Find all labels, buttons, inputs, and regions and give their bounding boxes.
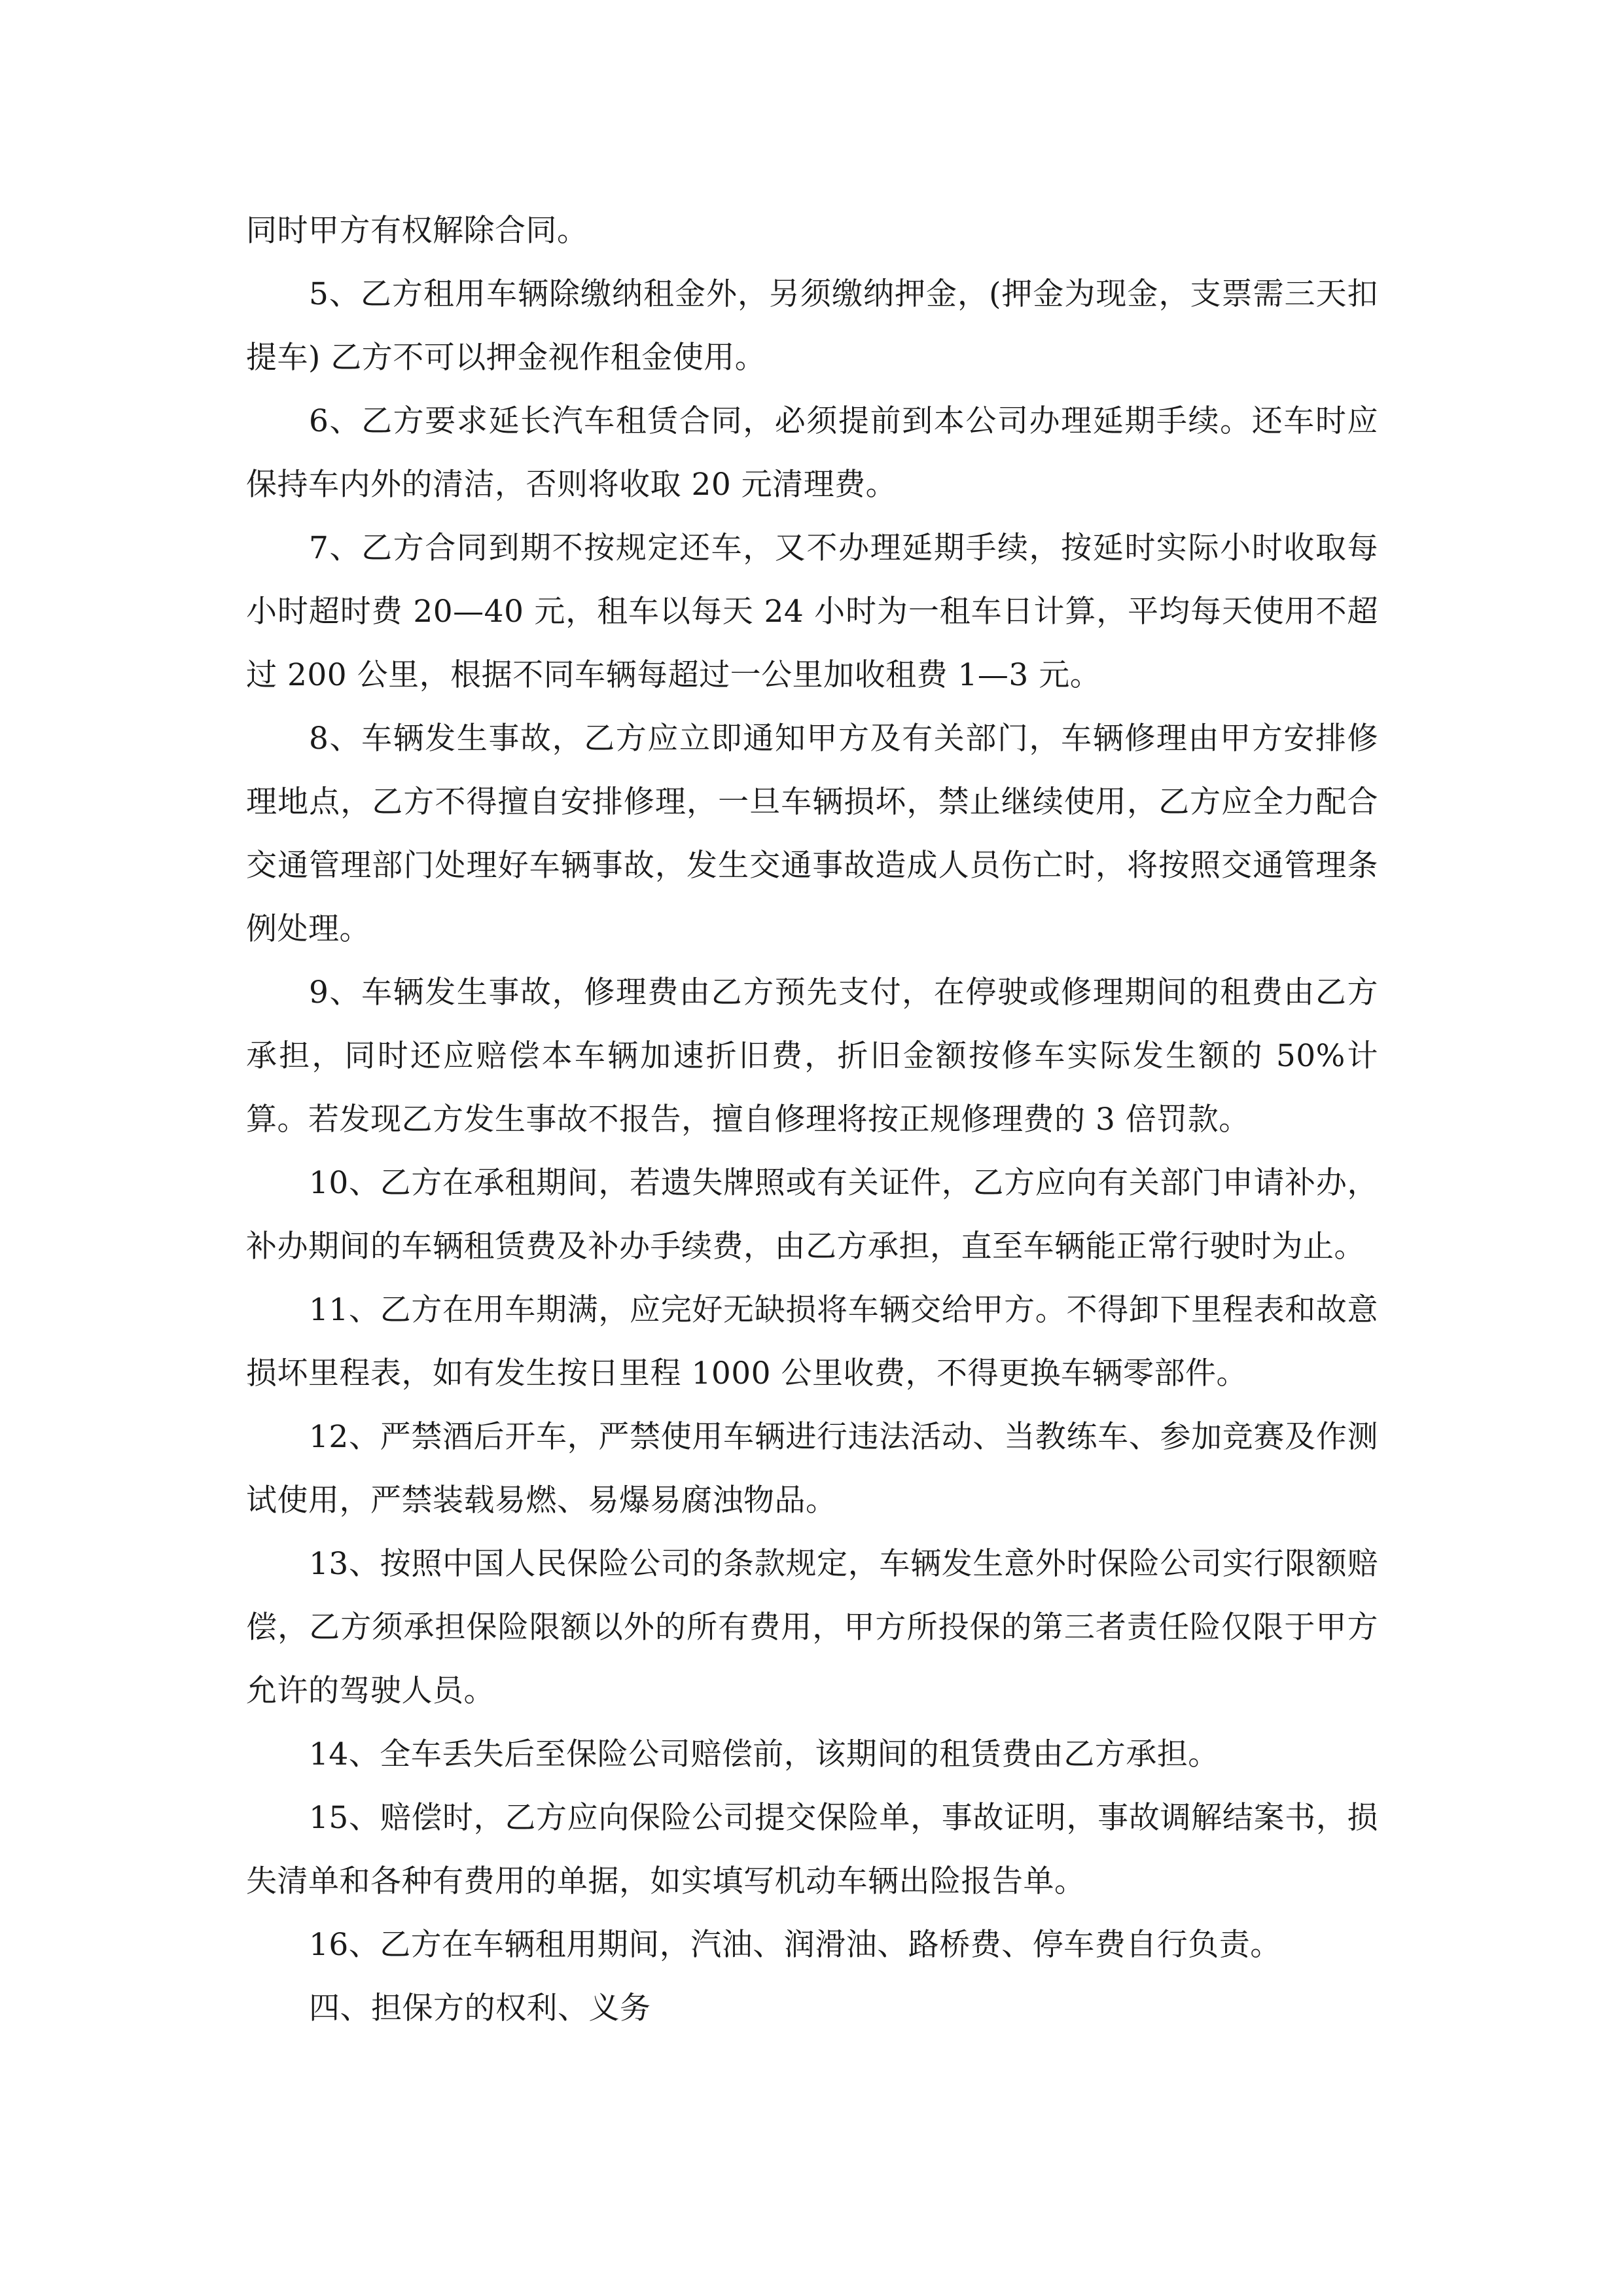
clause-12: 12、严禁酒后开车，严禁使用车辆进行违法活动、当教练车、参加竞赛及作测试使用，严禁装载易燃、易爆易腐浊物品。	[246, 1419, 1378, 1518]
section-heading-guarantor: 四、担保方的权利、义务	[309, 1990, 651, 2026]
clause-13: 13、按照中国人民保险公司的条款规定，车辆发生意外时保险公司实行限额赔偿，乙方须承担保险限额以外的所有费用，甲方所投保的第三者责任险仅限于甲方允许的驾驶人员。	[246, 1546, 1378, 1709]
clause-7: 7、乙方合同到期不按规定还车，又不办理延期手续，按延时实际小时收取每小时超时费 20—40 元，租车以每天 24 小时为一租车日计算，平均每天使用不超过 200 公里，根据不同车辆每超过一公里加收租费 1—3 元。	[246, 530, 1378, 693]
clause-6: 6、乙方要求延长汽车租赁合同，必须提前到本公司办理延期手续。还车时应保持车内外的清洁，否则将收取 20 元清理费。	[246, 403, 1378, 503]
clause-10: 10、乙方在承租期间，若遗失牌照或有关证件，乙方应向有关部门申请补办，补办期间的车辆租赁费及补办手续费，由乙方承担，直至车辆能正常行驶时为止。	[246, 1165, 1378, 1265]
clause-8: 8、车辆发生事故，乙方应立即通知甲方及有关部门，车辆修理由甲方安排修理地点，乙方不得擅自安排修理，一旦车辆损坏，禁止继续使用，乙方应全力配合交通管理部门处理好车辆事故，发生交通事故造成人员伤亡时，将按照交通管理条例处理。	[246, 721, 1378, 947]
document-body	[246, 199, 1378, 2040]
clause-14: 14、全车丢失后至保险公司赔偿前，该期间的租赁费由乙方承担。	[309, 1736, 1219, 1772]
clause-9: 9、车辆发生事故，修理费由乙方预先支付，在停驶或修理期间的租费由乙方承担，同时还应赔偿本车辆加速折旧费，折旧金额按修车实际发生额的 50%计算。若发现乙方发生事故不报告，擅自修理将按正规修理费的 3 倍罚款。	[246, 975, 1378, 1138]
paragraph-continuation: 同时甲方有权解除合同。	[246, 213, 588, 249]
clause-11: 11、乙方在用车期满，应完好无缺损将车辆交给甲方。不得卸下里程表和故意损坏里程表，如有发生按日里程 1000 公里收费，不得更换车辆零部件。	[246, 1292, 1378, 1391]
clause-5: 5、乙方租用车辆除缴纳租金外，另须缴纳押金，(押金为现金，支票需三天扣提车) 乙方不可以押金视作租金使用。	[246, 276, 1378, 376]
clause-15: 15、赔偿时，乙方应向保险公司提交保险单，事故证明，事故调解结案书，损失清单和各种有费用的单据，如实填写机动车辆出险报告单。	[246, 1800, 1378, 1899]
clause-16: 16、乙方在车辆租用期间，汽油、润滑油、路桥费、停车费自行负责。	[309, 1927, 1281, 1963]
